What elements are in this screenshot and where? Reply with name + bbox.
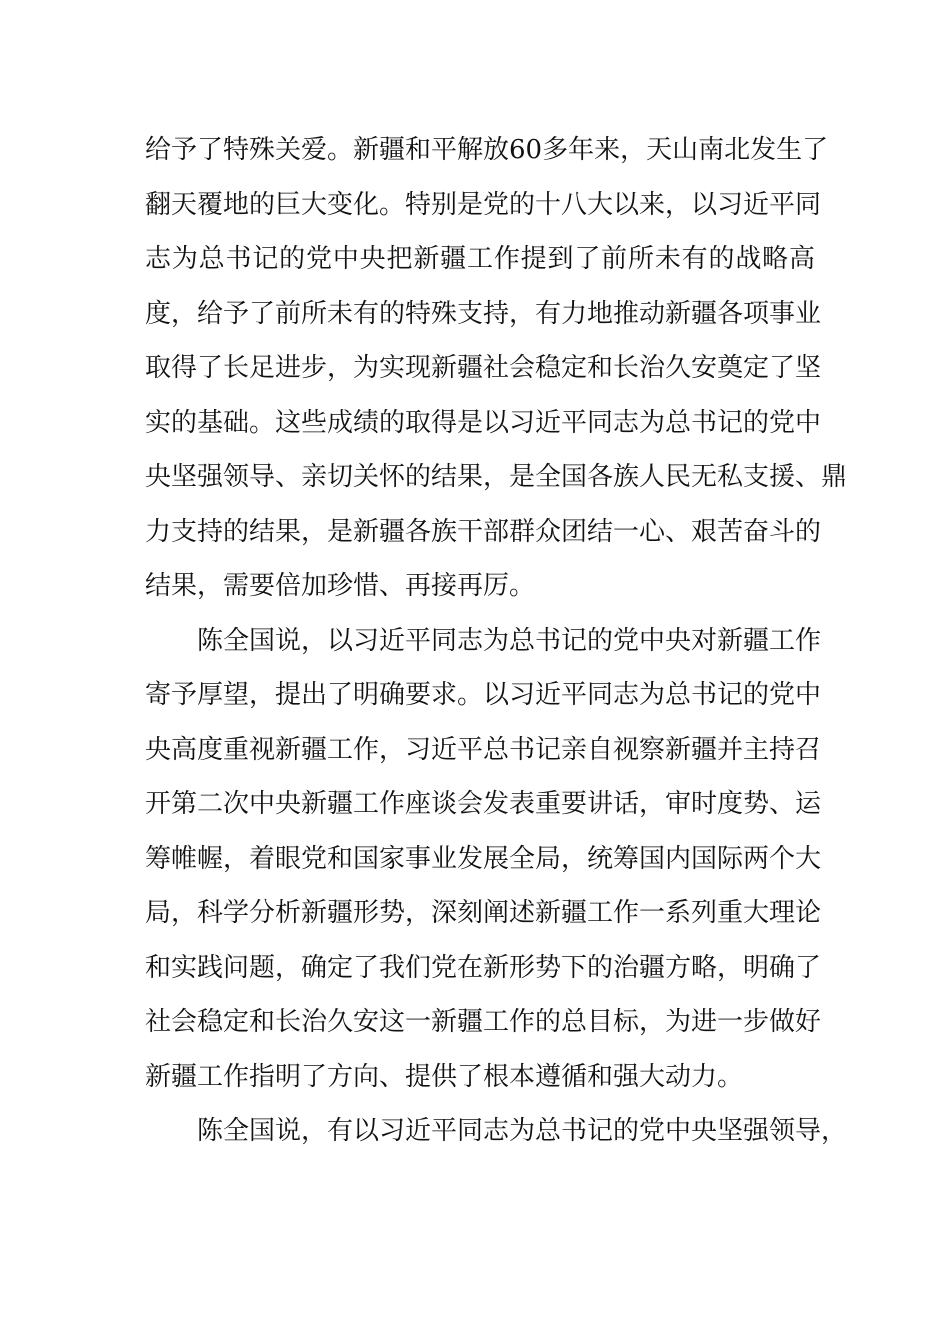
text-line: 寄予厚望，提出了明确要求。以习近平同志为总书记的党中 [145,680,822,710]
text-line: 给予了特殊关爱。新疆和平解放60多年来，天山南北发生了 [145,135,829,165]
text-line: 局，科学分析新疆形势，深刻阐述新疆工作一系列重大理论 [145,898,822,928]
text-line: 社会稳定和长治久安这一新疆工作的总目标，为进一步做好 [145,1007,822,1037]
paragraph-3 [145,1104,848,1159]
text-line: 结果，需要倍加珍惜、再接再厉。 [145,571,536,601]
paragraph-2 [145,614,822,1105]
paragraph-1 [145,123,848,614]
text-line: 实的基础。这些成绩的取得是以习近平同志为总书记的党中 [145,407,822,438]
text-line: 新疆工作指明了方向、提供了根本遵循和强大动力。 [145,1061,744,1092]
text-line: 筹帷幄，着眼党和国家事业发展全局，统筹国内国际两个大 [145,843,822,874]
text-line: 陈全国说，以习近平同志为总书记的党中央对新疆工作 [197,625,822,656]
text-line: 央高度重视新疆工作，习近平总书记亲自视察新疆并主持召 [145,734,822,765]
text-line: 翻天覆地的巨大变化。特别是党的十八大以来，以习近平同 [145,189,822,220]
text-line: 度，给予了前所未有的特殊支持，有力地推动新疆各项事业 [145,298,822,329]
text-line: 志为总书记的党中央把新疆工作提到了前所未有的战略高 [145,244,815,274]
document-body [145,123,848,1159]
text-line: 取得了长足进步，为实现新疆社会稳定和长治久安奠定了坚 [145,353,822,383]
text-line: 陈全国说，有以习近平同志为总书记的党中央坚强领导， [197,1116,848,1146]
text-line: 力支持的结果，是新疆各族干部群众团结一心、艰苦奋斗的 [145,516,822,547]
text-line: 和实践问题，确定了我们党在新形势下的治疆方略，明确了 [145,952,822,983]
text-line: 央坚强领导、亲切关怀的结果，是全国各族人民无私支援、鼎 [145,462,848,492]
text-line: 开第二次中央新疆工作座谈会发表重要讲话，审时度势、运 [145,789,822,819]
